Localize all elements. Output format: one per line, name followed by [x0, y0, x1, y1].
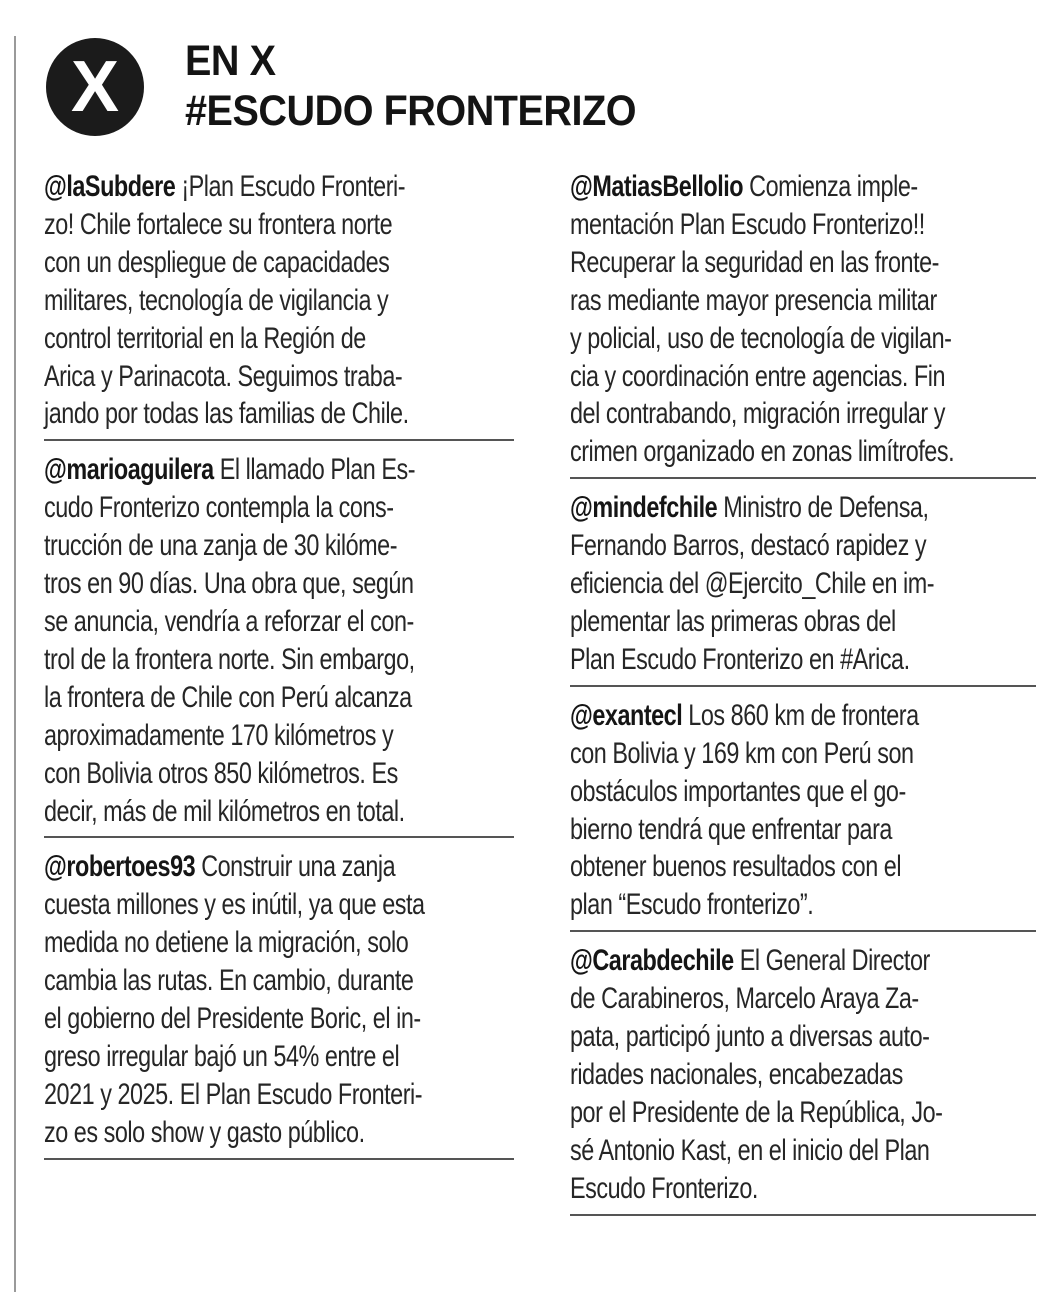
post-marioaguilera	[44, 451, 514, 838]
post-line: del contrabando, migración irregular y	[570, 397, 946, 431]
post-first-line	[570, 168, 933, 206]
post-text: El llamado Plan Es-	[213, 453, 416, 487]
post-line: ridades nacionales, encabezadas	[570, 1057, 903, 1091]
post-line: militares, tecnología de vigilancia y	[44, 283, 389, 317]
post-line: plan “Escudo fronterizo”.	[570, 888, 814, 922]
post-handle[interactable]: @marioaguilera	[44, 453, 214, 487]
left-column	[44, 168, 514, 1170]
post-line: crimen organizado en zonas limítrofes.	[570, 435, 955, 469]
post-carabdechile	[570, 942, 1036, 1215]
post-first-line	[44, 451, 416, 489]
post-text: El General Director	[733, 944, 930, 978]
post-line: con Bolivia otros 850 kilómetros. Es	[44, 756, 398, 790]
post-line: 2021 y 2025. El Plan Escudo Fronteri-	[44, 1077, 423, 1111]
post-line: obtener buenos resultados con el	[570, 850, 902, 884]
post-exantecl	[570, 697, 1036, 932]
post-handle[interactable]: @MatiasBellolio	[570, 170, 744, 203]
right-column	[570, 168, 1036, 1226]
post-text: Los 860 km de frontera	[682, 698, 919, 732]
post-line: cuesta millones y es inútil, ya que esta	[44, 888, 425, 922]
post-line: trol de la frontera norte. Sin embargo,	[44, 642, 415, 676]
post-line: zo! Chile fortalece su frontera norte	[44, 207, 393, 241]
post-line: pata, participó junto a diversas auto-	[570, 1020, 930, 1054]
post-line: ras mediante mayor presencia militar	[570, 283, 937, 317]
post-handle[interactable]: @Carabdechile	[570, 944, 734, 978]
post-line: cudo Fronterizo contempla la cons-	[44, 491, 394, 525]
post-line: bierno tendrá que enfrentar para	[570, 812, 892, 846]
post-line: trucción de una zanja de 30 kilóme-	[44, 529, 398, 563]
post-line: se anuncia, vendría a reforzar el con-	[44, 604, 414, 638]
post-text: Construir una zanja	[195, 850, 396, 884]
post-line: jando por todas las familias de Chile.	[44, 397, 409, 431]
post-line: y policial, uso de tecnología de vigilan-	[570, 321, 952, 355]
post-text: Comienza imple-	[743, 170, 918, 203]
post-line: Arica y Parinacota. Seguimos traba-	[44, 359, 403, 393]
post-line: control territorial en la Región de	[44, 321, 366, 355]
post-line: greso irregular bajó un 54% entre el	[44, 1039, 400, 1073]
post-line: aproximadamente 170 kilómetros y	[44, 718, 394, 752]
logo-letter: X	[70, 47, 120, 127]
post-line: de Carabineros, Marcelo Araya Za-	[570, 982, 919, 1016]
post-first-line	[570, 942, 933, 980]
post-matiasbellolio	[570, 168, 1036, 479]
post-mindefchile	[570, 489, 1036, 687]
post-line: medida no detiene la migración, solo	[44, 926, 409, 960]
post-line: zo es solo show y gasto público.	[44, 1115, 365, 1149]
post-line: el gobierno del Presidente Boric, el in-	[44, 1002, 421, 1036]
post-line: Fernando Barros, destacó rapidez y	[570, 529, 927, 563]
post-first-line	[570, 489, 933, 527]
post-line: decir, más de mil kilómetros en total.	[44, 794, 405, 828]
post-line: eficiencia del @Ejercito_Chile en im-	[570, 567, 935, 601]
post-line: Recuperar la seguridad en las fronte-	[570, 245, 940, 279]
post-line: la frontera de Chile con Perú alcanza	[44, 680, 412, 714]
post-lasubdere	[44, 168, 514, 441]
post-text: Ministro de Defensa,	[717, 491, 929, 525]
post-handle[interactable]: @exantecl	[570, 698, 683, 732]
post-line: tros en 90 días. Una obra que, según	[44, 567, 414, 601]
post-line: cambia las rutas. En cambio, durante	[44, 964, 414, 998]
post-line: con Bolivia y 169 km con Perú son	[570, 736, 914, 770]
post-line: plementar las primeras obras del	[570, 604, 896, 638]
post-line: mentación Plan Escudo Fronterizo!!	[570, 207, 925, 241]
post-first-line	[570, 697, 933, 735]
post-handle[interactable]: @mindefchile	[570, 491, 718, 525]
post-first-line	[44, 168, 411, 206]
post-line: sé Antonio Kast, en el inicio del Plan	[570, 1133, 930, 1167]
post-first-line	[44, 848, 411, 886]
post-line: Plan Escudo Fronterizo en #Arica.	[570, 642, 910, 676]
post-line: Escudo Fronterizo.	[570, 1171, 758, 1205]
page-title	[185, 36, 636, 136]
post-text: ¡Plan Escudo Fronteri-	[175, 170, 406, 203]
post-robertoes93	[44, 848, 514, 1159]
column-rule	[14, 36, 16, 1292]
post-handle[interactable]: @robertoes93	[44, 850, 196, 884]
x-logo-icon	[46, 38, 144, 136]
title-line-1: EN X	[185, 37, 276, 85]
post-handle[interactable]: @laSubdere	[44, 170, 176, 203]
post-line: cia y coordinación entre agencias. Fin	[570, 359, 946, 393]
title-line-2: #ESCUDO FRONTERIZO	[185, 87, 637, 135]
post-line: con un despliegue de capacidades	[44, 245, 390, 279]
post-line: obstáculos importantes que el go-	[570, 774, 906, 808]
post-line: por el Presidente de la República, Jo-	[570, 1095, 943, 1129]
